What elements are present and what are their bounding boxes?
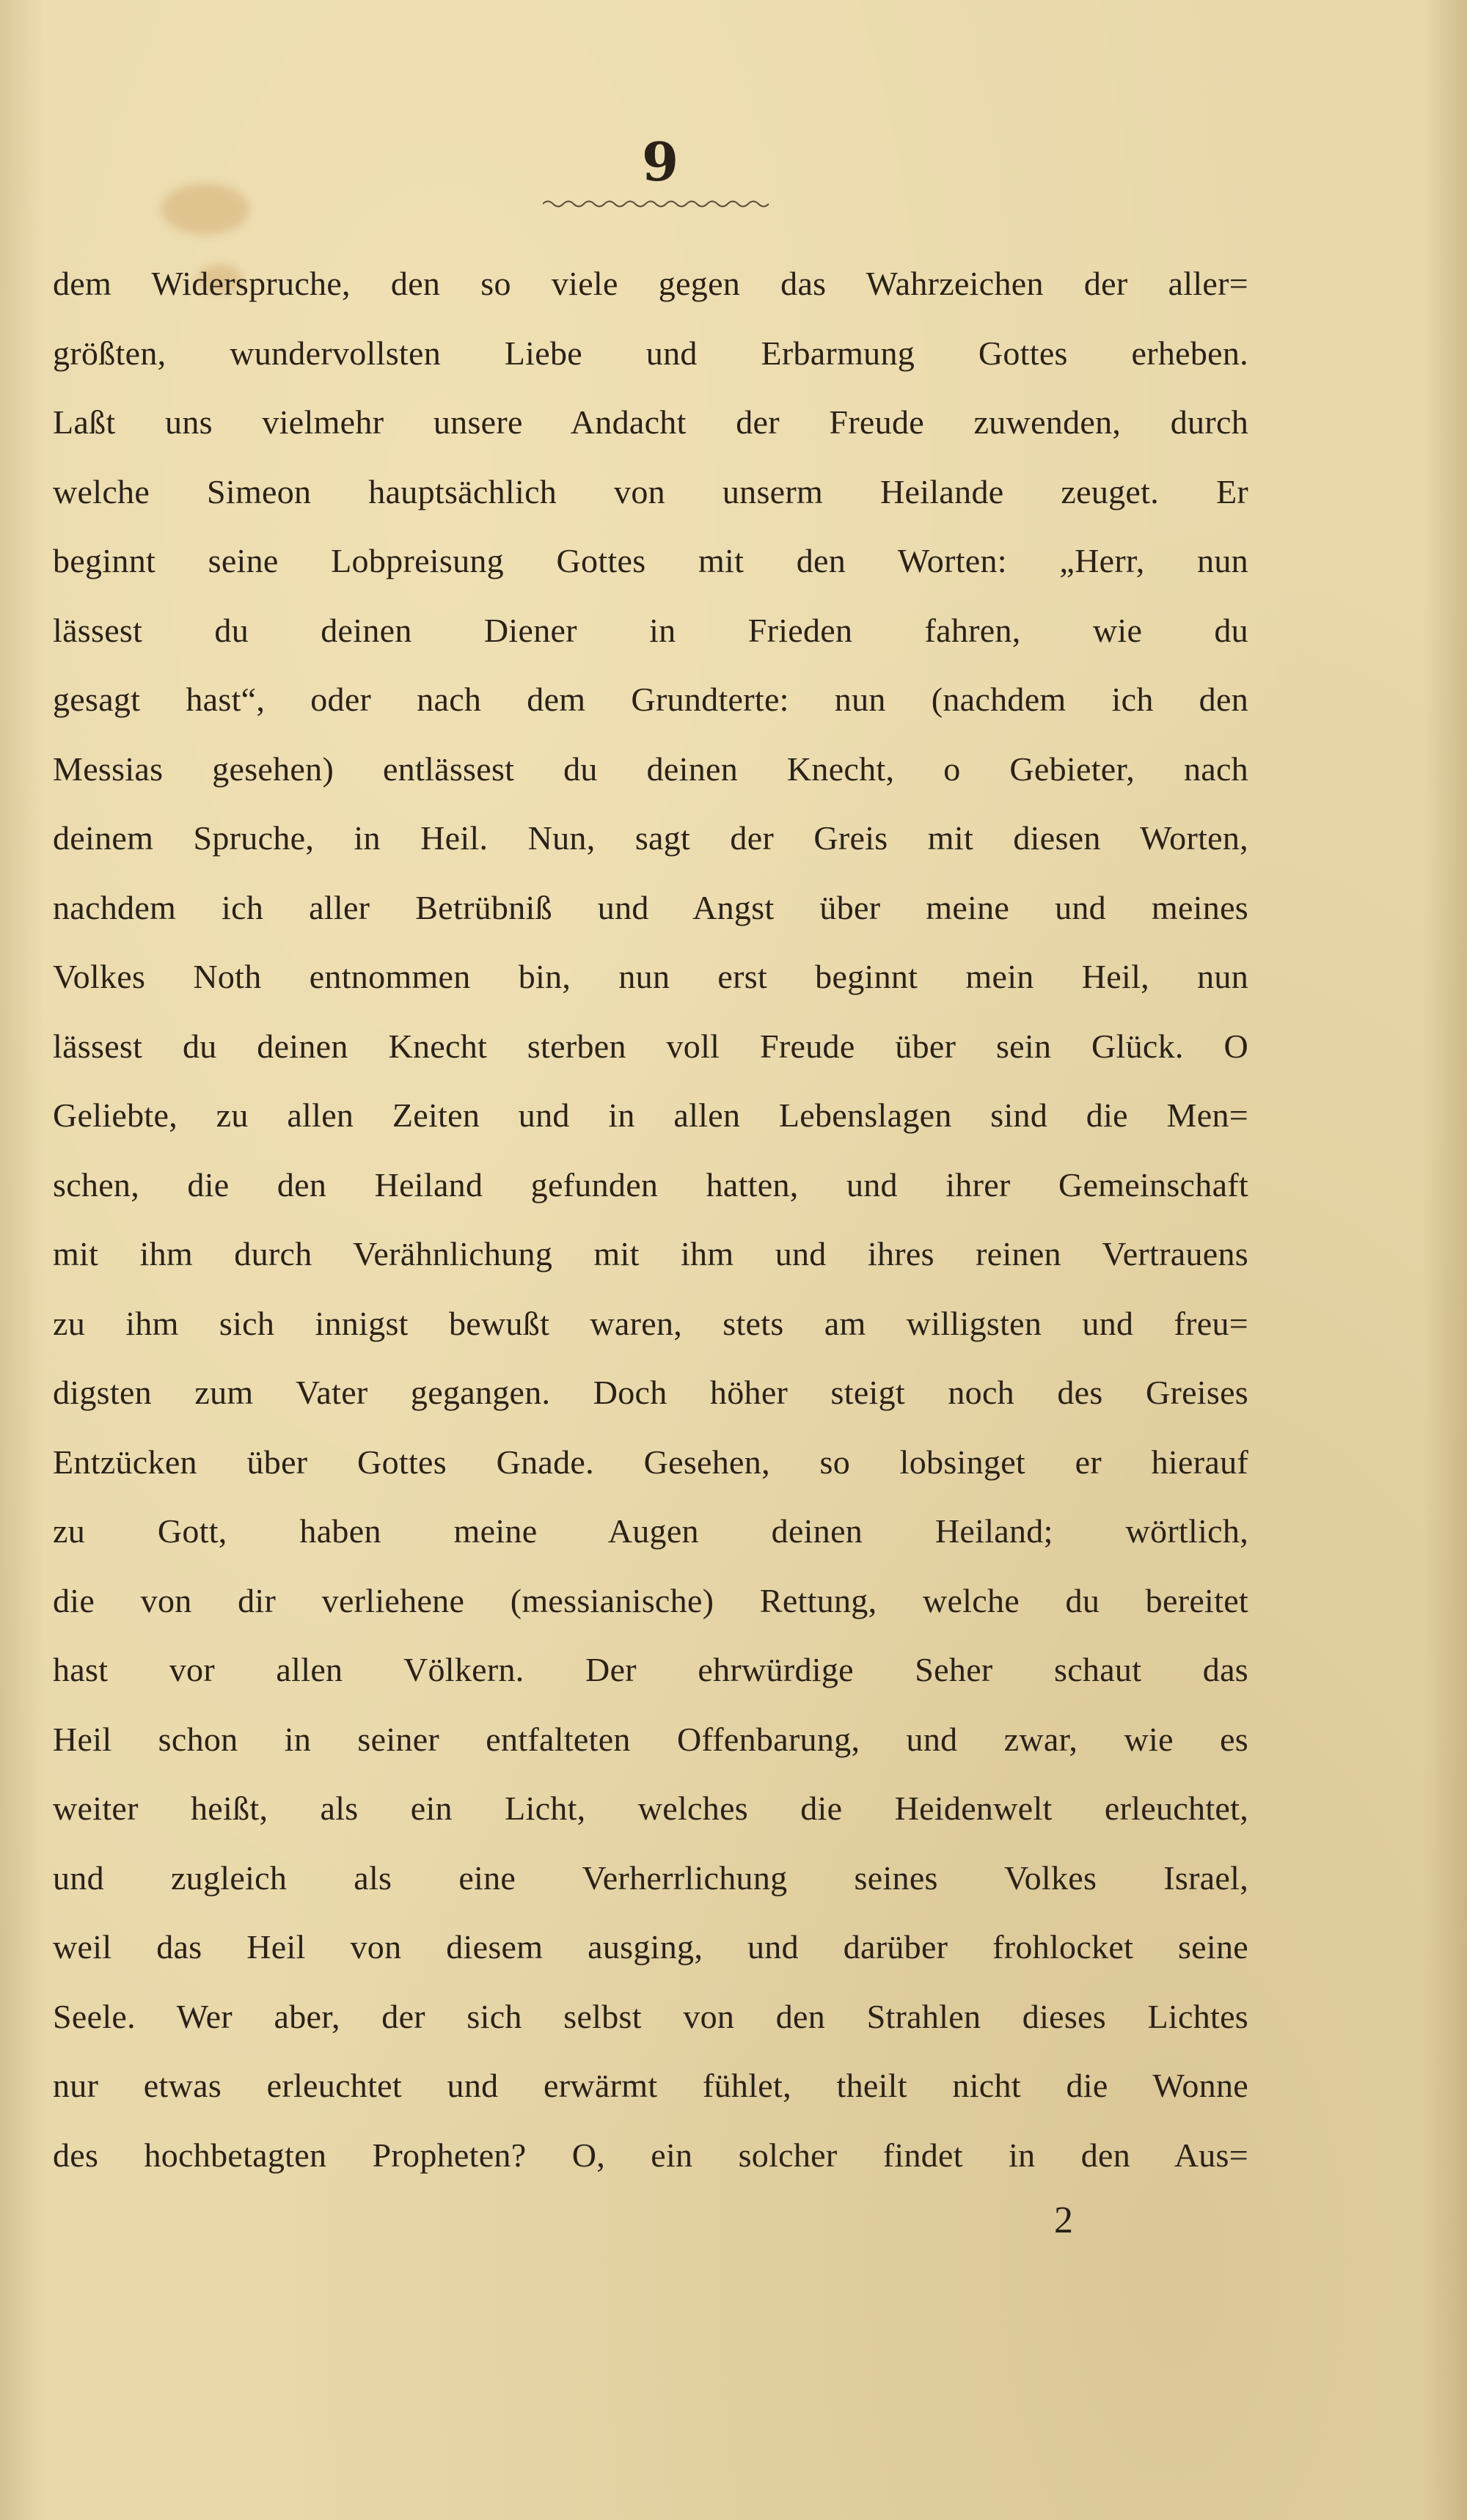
text-line: Geliebte, zu allen Zeiten und in allen Lebenslagen sind die Men= bbox=[53, 1096, 1248, 1134]
text-line: gesagt hast“, oder nach dem Grundterte: nun (nachdem ich den bbox=[53, 681, 1248, 718]
text-line: lässest du deinen Diener in Frieden fahren, wie du bbox=[53, 611, 1248, 649]
text-line: nur etwas erleuchtet und erwärmt fühlet, theilt nicht die Wonne bbox=[53, 2067, 1248, 2104]
paper-stain bbox=[161, 183, 249, 235]
text-line: schen, die den Heiland gefunden hatten, und ihrer Gemeinschaft bbox=[53, 1165, 1248, 1204]
text-line: Heil schon in seiner entfalteten Offenbarung, und zwar, wie es bbox=[53, 1720, 1248, 1758]
text-line: Volkes Noth entnommen bin, nun erst beginnt mein Heil, nun bbox=[53, 958, 1248, 995]
wavy-rule-ornament bbox=[543, 197, 770, 211]
page-number: 9 bbox=[641, 131, 679, 193]
text-line: beginnt seine Lobpreisung Gottes mit den Worten: „Herr, nun bbox=[53, 542, 1248, 579]
text-line: Messias gesehen) entlässest du deinen Knecht, o Gebieter, nach bbox=[53, 750, 1248, 788]
text-line: zu Gott, haben meine Augen deinen Heiland; wörtlich, bbox=[53, 1512, 1248, 1550]
text-line: lässest du deinen Knecht sterben voll Freude über sein Glück. O bbox=[53, 1027, 1248, 1065]
text-line: Laßt uns vielmehr unsere Andacht der Freude zuwenden, durch bbox=[53, 403, 1248, 441]
text-line: des hochbetagten Propheten? O, ein solcher findet in den Aus= bbox=[53, 2136, 1248, 2174]
text-line: zu ihm sich innigst bewußt waren, stets am willigsten und freu= bbox=[53, 1304, 1248, 1342]
text-line: größten, wundervollsten Liebe und Erbarmung Gottes erheben. bbox=[53, 334, 1248, 372]
body-text bbox=[53, 249, 1248, 2190]
signature-mark: 2 bbox=[1054, 2199, 1073, 2241]
text-line: nachdem ich aller Betrübniß und Angst über meine und meines bbox=[53, 888, 1248, 926]
text-line: deinem Spruche, in Heil. Nun, sagt der Greis mit diesen Worten, bbox=[53, 819, 1248, 857]
text-line: hast vor allen Völkern. Der ehrwürdige Seher schaut das bbox=[53, 1651, 1248, 1688]
text-line: weiter heißt, als ein Licht, welches die Heidenwelt erleuchtet, bbox=[53, 1790, 1248, 1827]
text-line: Entzücken über Gottes Gnade. Gesehen, so lobsinget er hierauf bbox=[53, 1443, 1248, 1481]
text-line: weil das Heil von diesem ausging, und darüber frohlocket seine bbox=[53, 1928, 1248, 1966]
text-line: und zugleich als eine Verherrlichung seines Volkes Israel, bbox=[53, 1858, 1248, 1897]
text-line: Seele. Wer aber, der sich selbst von den Strahlen dieses Lichtes bbox=[53, 1997, 1248, 2035]
text-line: mit ihm durch Verähnlichung mit ihm und ihres reinen Vertrauens bbox=[53, 1235, 1248, 1272]
text-line: dem Widerspruche, den so viele gegen das Wahrzeichen der aller= bbox=[53, 265, 1248, 302]
text-line: digsten zum Vater gegangen. Doch höher steigt noch des Greises bbox=[53, 1374, 1248, 1411]
text-line: die von dir verliehene (messianische) Rettung, welche du bereitet bbox=[53, 1581, 1248, 1619]
text-line: welche Simeon hauptsächlich von unserm Heilande zeuget. Er bbox=[53, 472, 1248, 510]
